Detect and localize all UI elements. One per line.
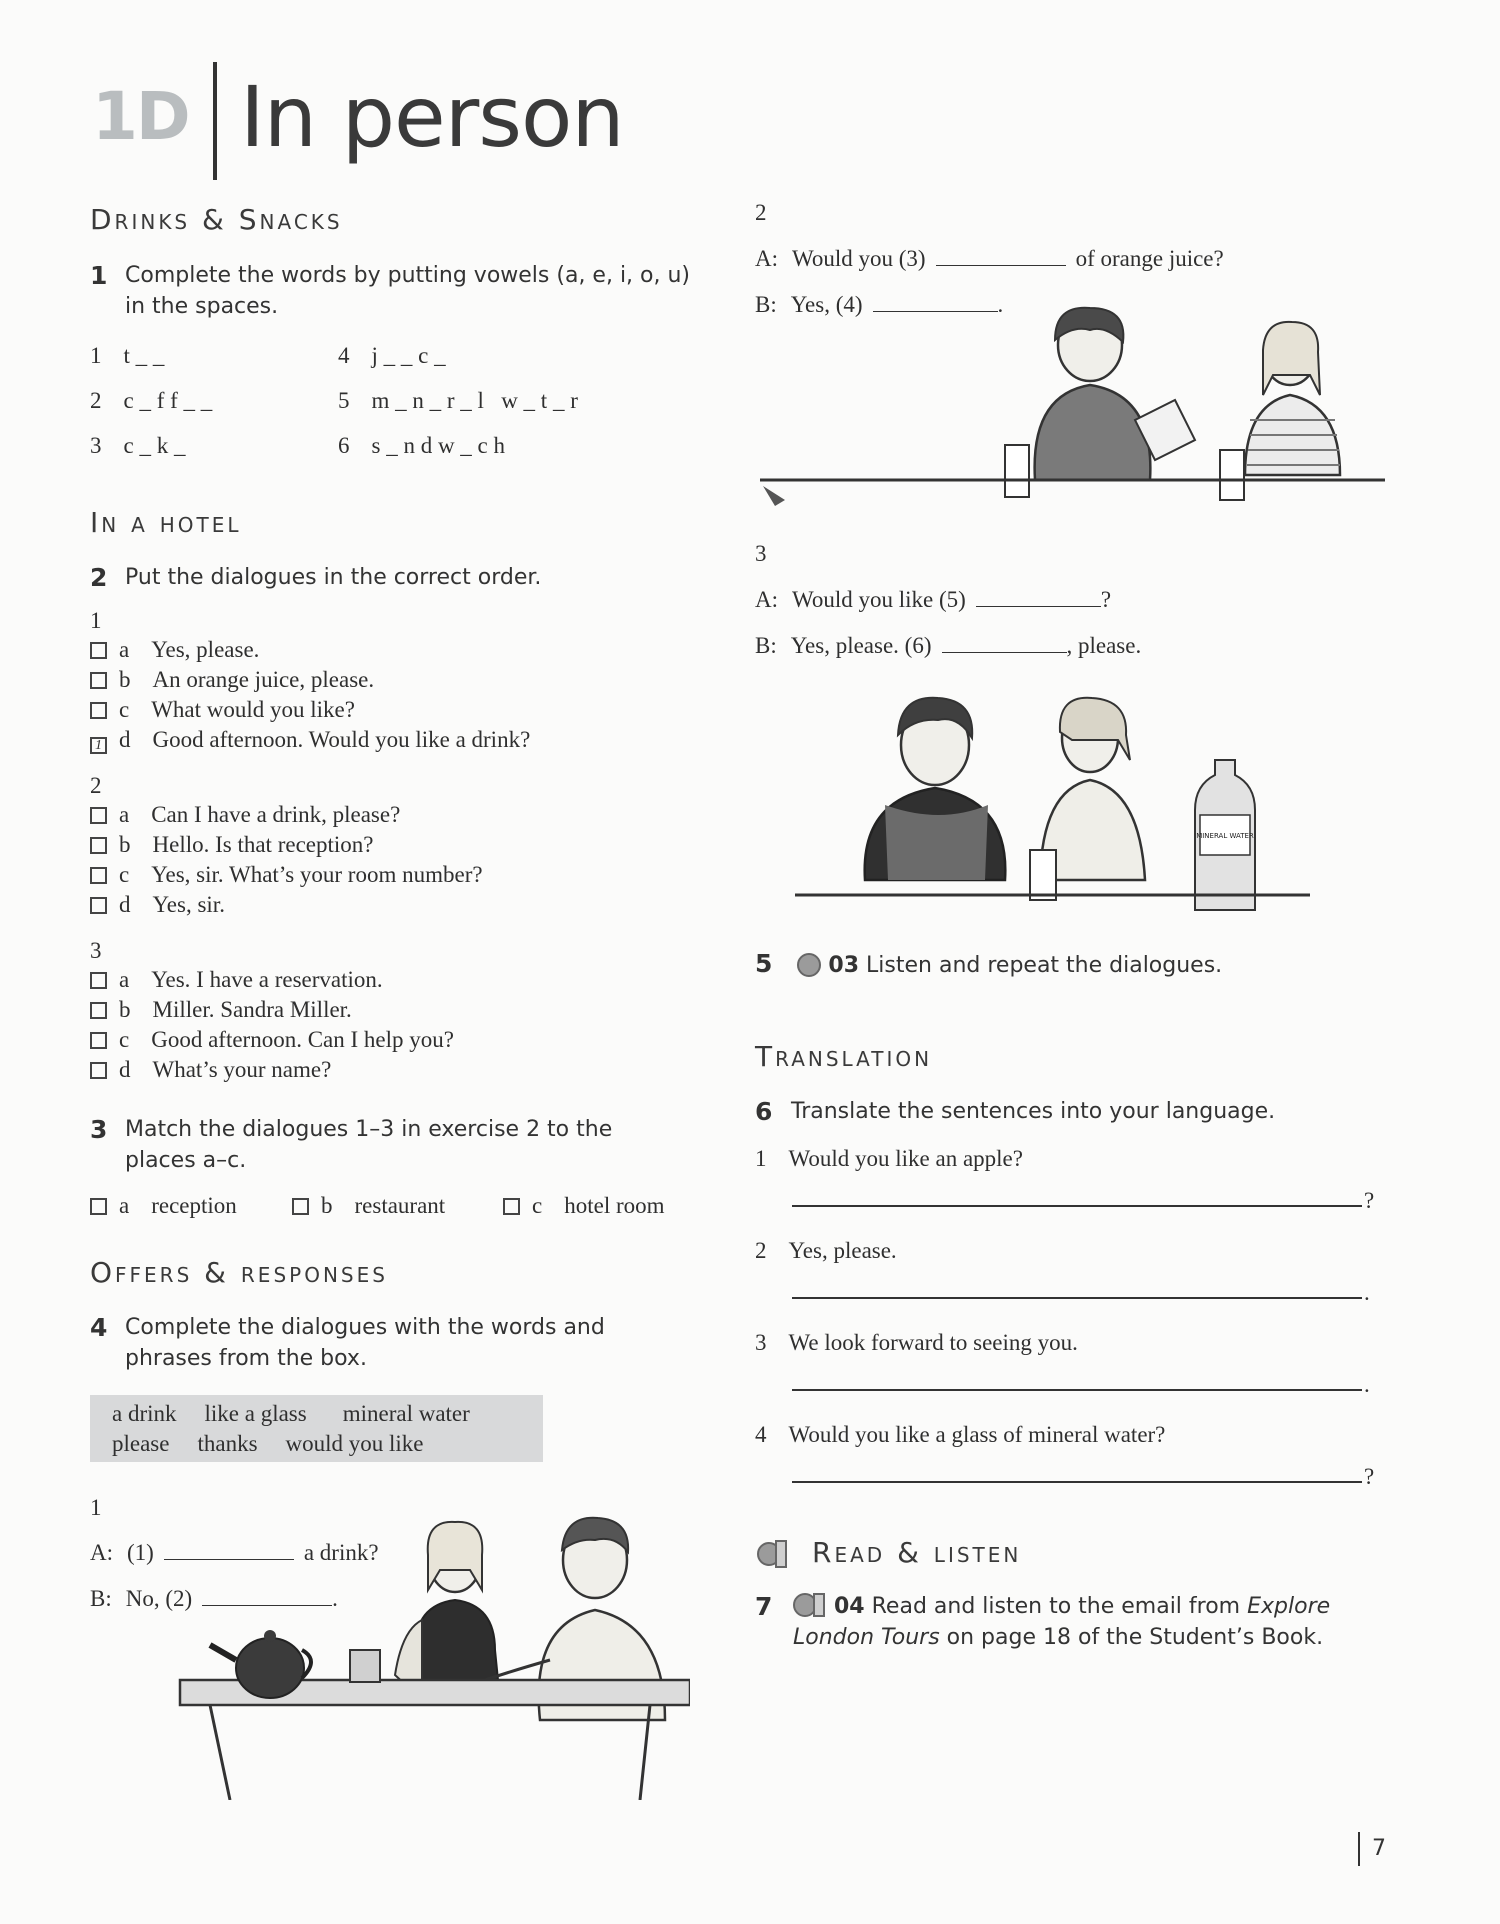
section-heading-translation: Translation	[755, 1040, 933, 1073]
line-text: Good afternoon. Would you like a drink?	[152, 727, 531, 752]
exercise-7-text: Read and listen to the email from	[871, 1594, 1241, 1619]
section-heading-drinks: Drinks & Snacks	[90, 203, 343, 236]
dialogue-number: 3	[90, 938, 102, 963]
option-text: hotel room	[564, 1193, 665, 1218]
place-option	[292, 1193, 445, 1219]
table-corner	[763, 486, 785, 506]
item-number: 1	[90, 343, 102, 368]
woman-figure	[1245, 322, 1340, 475]
translate-item	[755, 1146, 1023, 1172]
line-letter: a	[119, 802, 130, 827]
box-word: thanks	[197, 1431, 258, 1456]
line-letter: c	[119, 862, 130, 887]
place-checkbox[interactable]	[503, 1198, 520, 1215]
cd-book-icon	[793, 1593, 827, 1617]
line-letter: c	[119, 697, 130, 722]
dialogue-line	[90, 727, 530, 754]
answer-line[interactable]	[792, 1389, 1362, 1391]
word-item	[338, 343, 446, 369]
place-checkbox[interactable]	[292, 1198, 309, 1215]
item-number: 6	[338, 433, 350, 458]
dialogue-line	[90, 667, 374, 693]
title-divider	[213, 62, 217, 180]
section-heading-hotel: In a hotel	[90, 506, 242, 539]
translate-item	[755, 1330, 1078, 1356]
section-heading-offers: Offers & responses	[90, 1256, 388, 1289]
answer-blank[interactable]	[936, 247, 1066, 266]
illustration-juice-scene	[755, 300, 1385, 520]
line-text: Can I have a drink, please?	[151, 802, 401, 827]
word-gaps: c _ k _	[123, 433, 186, 458]
line-text: Would you like (5)	[792, 587, 966, 612]
dialogue-number: 2	[755, 200, 767, 225]
glass	[1030, 850, 1056, 900]
page-title: In person	[240, 68, 624, 166]
exercise-4-instruction-line1: Complete the dialogues with the words and	[125, 1315, 605, 1340]
word-box	[90, 1395, 543, 1462]
order-checkbox[interactable]	[90, 642, 107, 659]
source-name: Explore London Tours	[793, 1594, 1331, 1650]
exercise-number: 2	[90, 563, 108, 592]
dialogue-number: 2	[90, 773, 102, 798]
option-text: restaurant	[354, 1193, 446, 1218]
line-text: What would you like?	[151, 697, 355, 722]
line-end: .	[1364, 1372, 1370, 1397]
word-item	[90, 388, 212, 414]
man-figure	[865, 698, 1006, 880]
line-text: .	[332, 1586, 338, 1611]
exercise-6-instruction: Translate the sentences into your language.	[791, 1099, 1276, 1124]
line-letter: a	[119, 967, 130, 992]
translate-item	[755, 1238, 897, 1264]
dialogue-line	[90, 892, 225, 918]
exercise-4	[90, 1312, 710, 1374]
dialogue-line	[90, 997, 352, 1023]
dialogue-number: 1	[90, 1495, 102, 1520]
line-letter: c	[119, 1027, 130, 1052]
line-end: .	[1364, 1280, 1370, 1305]
answer-line[interactable]	[792, 1297, 1362, 1299]
line-letter: b	[119, 667, 131, 692]
line-end: ?	[1364, 1188, 1375, 1213]
illustration-water-scene	[790, 680, 1310, 925]
woman-figure	[395, 1522, 500, 1700]
line-letter: a	[119, 637, 130, 662]
line-text: Yes, sir.	[152, 892, 225, 917]
line-text: Yes, (4)	[790, 292, 863, 317]
answer-blank[interactable]	[976, 588, 1101, 607]
exercise-5	[755, 948, 1222, 981]
gap-number: (1)	[127, 1540, 154, 1565]
order-checkbox[interactable]	[90, 702, 107, 719]
dialogue-line	[90, 697, 355, 723]
option-letter: c	[532, 1193, 543, 1218]
exercise-3	[90, 1114, 710, 1176]
speaker-label: A:	[755, 587, 778, 612]
man-figure	[1035, 308, 1151, 480]
order-checkbox[interactable]	[90, 1032, 107, 1049]
item-number: 2	[90, 388, 102, 413]
line-text: Would you (3)	[792, 246, 926, 271]
item-number: 3	[755, 1330, 767, 1355]
exercise-7-text-2: on page 18 of the Student’s Book.	[946, 1625, 1324, 1650]
cd-book-icon	[757, 1540, 787, 1568]
word-item	[338, 433, 505, 459]
dialogue-line	[90, 967, 383, 993]
order-checkbox[interactable]	[90, 672, 107, 689]
item-number: 1	[755, 1146, 767, 1171]
option-text: reception	[151, 1193, 237, 1218]
word-gaps: s _ n d w _ c h	[371, 433, 506, 458]
line-text: , please.	[1066, 633, 1142, 658]
line-text: Yes. I have a reservation.	[151, 967, 383, 992]
bottle-label: MINERAL WATER	[1196, 832, 1254, 840]
exercise-2-instruction: Put the dialogues in the correct order.	[125, 565, 542, 590]
order-checkbox[interactable]	[90, 972, 107, 989]
exercise-3-instruction-line2: places a–c.	[125, 1148, 247, 1173]
illustration-tea-scene	[170, 1500, 690, 1800]
line-text: No, (2)	[125, 1586, 193, 1611]
exercise-2	[90, 562, 700, 593]
speaker-label: B:	[90, 1586, 112, 1611]
cd-icon	[797, 953, 821, 977]
order-checkbox[interactable]	[90, 807, 107, 824]
dialogue-line-a	[755, 246, 1224, 272]
glass	[1220, 450, 1244, 500]
word-box-row-2	[112, 1431, 424, 1457]
word-gaps: j _ _ c _	[371, 343, 446, 368]
exercise-7	[755, 1591, 1375, 1653]
dialogue-line	[90, 802, 400, 828]
exercise-3-instruction-line1: Match the dialogues 1–3 in exercise 2 to the	[125, 1117, 613, 1142]
place-checkbox[interactable]	[90, 1198, 107, 1215]
order-checkbox[interactable]: 1	[90, 737, 107, 754]
track-number: 04	[834, 1594, 865, 1619]
box-word: like a glass	[204, 1401, 307, 1426]
word-item	[90, 433, 185, 459]
unit-label: 1D	[92, 78, 189, 155]
exercise-4-instruction-line2: phrases from the box.	[125, 1346, 367, 1371]
sentence: Would you like an apple?	[788, 1146, 1023, 1171]
exercise-number: 5	[755, 949, 773, 978]
section-heading-read-listen: Read & listen	[812, 1536, 1022, 1569]
line-letter: d	[119, 892, 131, 917]
word-gaps: m _ n _ r _ l w _ t _ r	[371, 388, 578, 413]
exercise-number: 1	[90, 261, 108, 290]
answer-blank[interactable]	[942, 634, 1067, 653]
place-option	[90, 1193, 237, 1219]
answer-line[interactable]	[792, 1205, 1362, 1207]
exercise-number: 7	[755, 1592, 773, 1621]
word-item	[338, 388, 578, 414]
dialogue-line	[90, 1027, 454, 1053]
speaker-label: B:	[755, 292, 777, 317]
track-number: 03	[828, 953, 860, 978]
line-text: Miller. Sandra Miller.	[152, 997, 352, 1022]
word-box-row-1	[112, 1401, 470, 1427]
dialogue-line	[90, 1057, 331, 1083]
dialogue-number: 1	[90, 608, 102, 633]
option-letter: a	[119, 1193, 130, 1218]
word-gaps: t _ _	[123, 343, 165, 368]
sentence: We look forward to seeing you.	[788, 1330, 1078, 1355]
order-checkbox[interactable]	[90, 837, 107, 854]
sentence: Yes, please.	[788, 1238, 897, 1263]
line-text: Yes, please. (6)	[790, 633, 932, 658]
sentence: Would you like a glass of mineral water?	[788, 1422, 1166, 1447]
translate-item	[755, 1422, 1165, 1448]
line-text: What’s your name?	[152, 1057, 332, 1082]
water-bottle	[1195, 760, 1255, 910]
order-checkbox[interactable]	[90, 897, 107, 914]
dialogue-line-b	[755, 633, 1141, 659]
mug	[350, 1650, 380, 1682]
order-checkbox[interactable]	[90, 1062, 107, 1079]
speaker-label: A:	[90, 1540, 113, 1565]
box-word: mineral water	[342, 1401, 470, 1426]
line-end: ?	[1364, 1464, 1375, 1489]
dialogue-line	[90, 862, 483, 888]
speaker-label: B:	[755, 633, 777, 658]
line-letter: b	[119, 832, 131, 857]
line-text: a drink?	[303, 1540, 379, 1565]
item-number: 3	[90, 433, 102, 458]
exercise-number: 3	[90, 1115, 108, 1144]
word-gaps: c _ f f _ _	[123, 388, 213, 413]
order-checkbox[interactable]	[90, 867, 107, 884]
line-text: An orange juice, please.	[152, 667, 375, 692]
line-text: Good afternoon. Can I help you?	[151, 1027, 454, 1052]
dialogue-line-a	[755, 587, 1111, 613]
exercise-number: 4	[90, 1313, 108, 1342]
line-text: Yes, sir. What’s your room number?	[151, 862, 483, 887]
exercise-1-instruction: Complete the words by putting vowels (a, e, i, o, u) in the spaces.	[125, 263, 691, 319]
item-number: 4	[755, 1422, 767, 1447]
dialogue-line	[90, 637, 259, 663]
exercise-6	[755, 1096, 1275, 1127]
line-text: ?	[1100, 587, 1112, 612]
dialogue-number: 3	[755, 541, 767, 566]
line-letter: d	[119, 727, 131, 752]
page-number-rule	[1358, 1832, 1360, 1866]
order-checkbox[interactable]	[90, 1002, 107, 1019]
answer-line[interactable]	[792, 1481, 1362, 1483]
box-word: please	[112, 1431, 170, 1456]
item-number: 2	[755, 1238, 767, 1263]
dialogue-line	[90, 832, 373, 858]
place-option	[503, 1193, 665, 1219]
line-letter: d	[119, 1057, 131, 1082]
exercise-1	[90, 260, 700, 322]
box-word: a drink	[112, 1401, 177, 1426]
exercise-number: 6	[755, 1097, 773, 1126]
word-item	[90, 343, 164, 369]
line-text: .	[997, 292, 1004, 317]
item-number: 4	[338, 343, 350, 368]
glass	[1005, 445, 1029, 497]
line-text: Yes, please.	[151, 637, 260, 662]
exercise-5-text: Listen and repeat the dialogues.	[866, 953, 1223, 978]
page-number: 7	[1372, 1836, 1386, 1861]
item-number: 5	[338, 388, 350, 413]
line-text: Hello. Is that reception?	[152, 832, 374, 857]
line-text: of orange juice?	[1075, 246, 1224, 271]
option-letter: b	[321, 1193, 333, 1218]
line-letter: b	[119, 997, 131, 1022]
speaker-label: A:	[755, 246, 778, 271]
box-word: would you like	[285, 1431, 424, 1456]
